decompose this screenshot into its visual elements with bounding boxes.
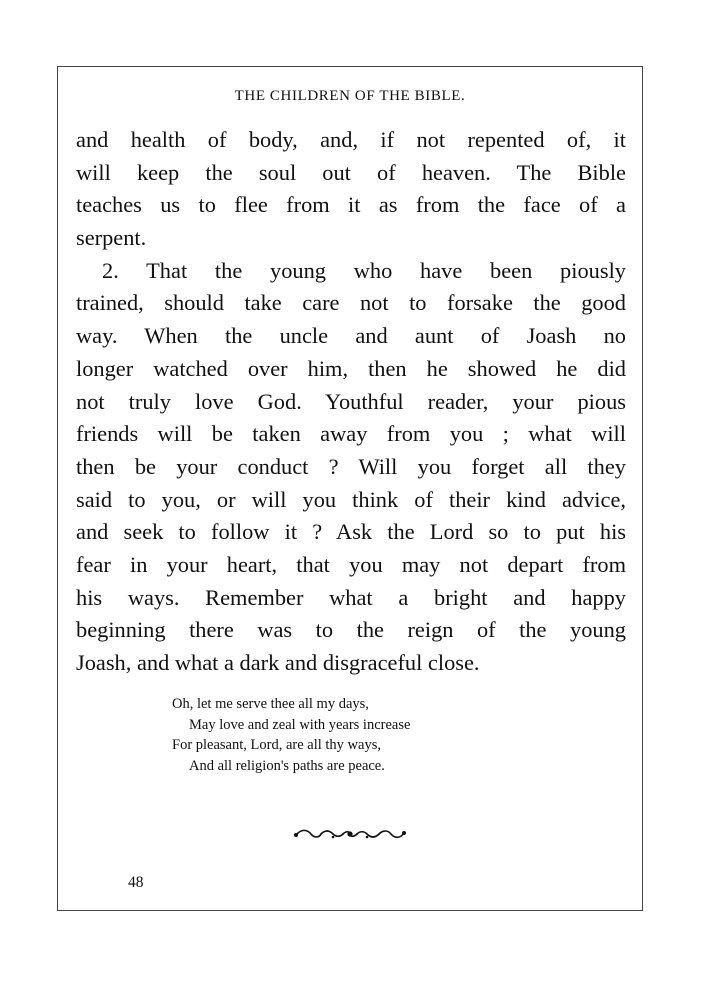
body-line: beginning there was to the reign of the young xyxy=(76,617,626,643)
body-line: then be your conduct ? Will you forget all they xyxy=(76,453,626,479)
scroll-flourish-icon xyxy=(293,826,407,842)
body-line: not truly love God. Youthful reader, your pious xyxy=(76,388,626,414)
body-line: 2. That the young who have been piously xyxy=(102,257,626,283)
body-line: way. When the uncle and aunt of Joash no xyxy=(76,323,626,349)
verse-line: And all religion's paths are peace. xyxy=(189,758,385,775)
body-line: fear in your heart, that you may not depart from xyxy=(76,551,626,577)
verse-stanza xyxy=(172,694,410,777)
page-number: 48 xyxy=(128,874,144,891)
verse-line: Oh, let me serve thee all my days, xyxy=(172,696,369,712)
verse-line: For pleasant, Lord, are all thy ways, xyxy=(172,737,381,754)
running-head: THE CHILDREN OF THE BIBLE. xyxy=(234,88,466,104)
body-line: Joash, and what a dark and disgraceful close. xyxy=(76,650,480,675)
body-line: his ways. Remember what a bright and happy xyxy=(76,584,626,610)
body-line: teaches us to flee from it as from the face of a xyxy=(76,192,626,218)
body-line: serpent. xyxy=(76,225,147,251)
body-line: and health of body, and, if not repented of, it xyxy=(76,127,626,152)
body-line: will keep the soul out of heaven. The Bible xyxy=(76,159,626,185)
verse-line: May love and zeal with years increase xyxy=(189,716,411,733)
body-line: trained, should take care not to forsake the good xyxy=(76,290,626,316)
body-line: and seek to follow it ? Ask the Lord so to put his xyxy=(76,519,626,545)
body-line: friends will be taken away from you ; what will xyxy=(76,421,626,447)
body-text xyxy=(76,124,626,680)
body-line: longer watched over him, then he showed he did xyxy=(76,355,626,381)
body-line: said to you, or will you think of their kind advice, xyxy=(76,486,626,512)
